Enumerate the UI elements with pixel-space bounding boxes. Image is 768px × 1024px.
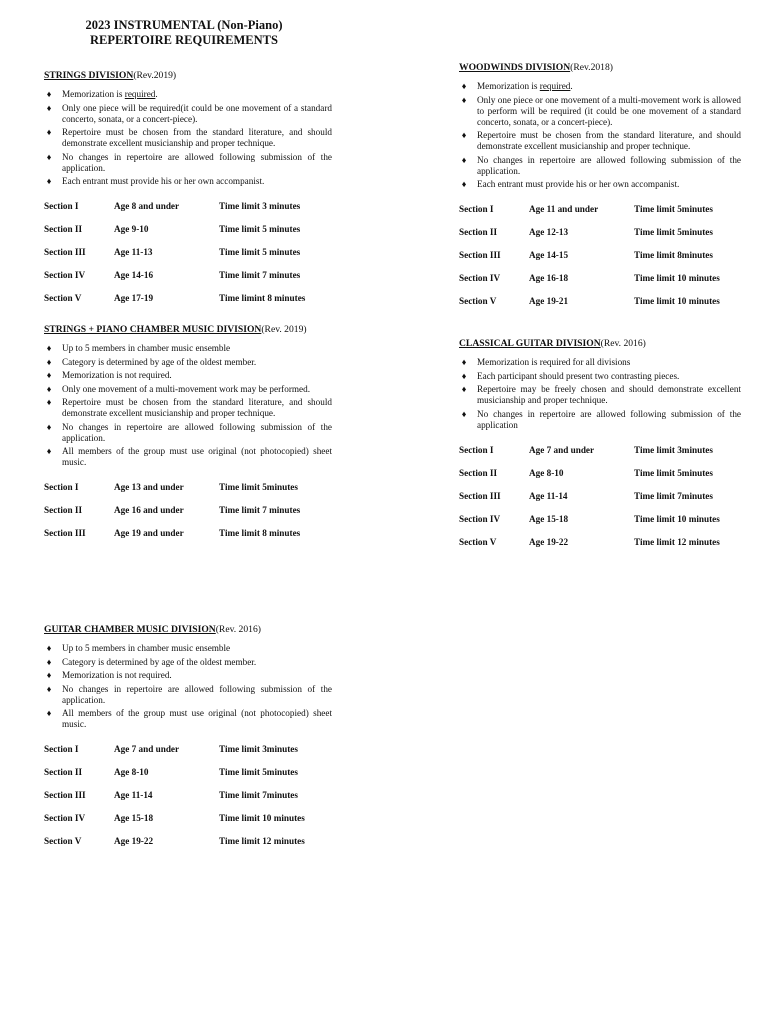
division-revision: (Rev. 2016)	[215, 624, 261, 635]
section-name: Section IV	[44, 270, 86, 280]
rule-text: Memorization is	[477, 81, 540, 91]
section-time-limit: Time limit 10 minutes	[634, 273, 720, 283]
section-name: Section I	[44, 482, 79, 492]
rule-text: Repertoire may be freely chosen and should demonstrate excellent musicianship and proper technique.	[477, 384, 741, 405]
division-heading	[459, 338, 741, 349]
rule-item	[44, 708, 332, 730]
section-row	[459, 508, 720, 531]
section-time-limit: Time limit 3minutes	[219, 744, 298, 754]
section-time-limit: Time limit 5 minutes	[219, 247, 301, 257]
section-name: Section III	[459, 490, 501, 501]
rule-item	[44, 657, 332, 668]
rule-text-underlined: required	[124, 89, 156, 99]
rule-item	[459, 155, 741, 177]
section-age: Age 11-14	[529, 490, 568, 501]
section-name: Section I	[44, 744, 79, 754]
rule-text: Memorization is not required.	[62, 670, 172, 680]
section-row	[459, 439, 720, 462]
section-time-limit: Time limit 5minutes	[219, 482, 298, 492]
section-time-limit: Time limit 5minutes	[634, 467, 713, 478]
section-row	[459, 290, 720, 313]
strings-piano-chamber-division	[44, 324, 332, 545]
section-row	[44, 499, 300, 522]
diamond-bullet-icon: ♦	[461, 130, 467, 140]
sections-table	[44, 195, 305, 310]
rule-item	[44, 103, 332, 125]
rule-text: Repertoire must be chosen from the standard literature, and should demonstrate excellent musicianship and proper technique.	[477, 130, 741, 151]
strings-division	[44, 70, 332, 310]
diamond-bullet-icon: ♦	[461, 408, 467, 419]
section-age: Age 19-22	[529, 536, 569, 547]
diamond-bullet-icon: ♦	[46, 656, 52, 667]
section-time-limit: Time limit 8minutes	[634, 250, 713, 260]
diamond-bullet-icon: ♦	[461, 370, 467, 381]
diamond-bullet-icon: ♦	[461, 179, 467, 189]
section-time-limit: Time limit 3 minutes	[219, 201, 301, 211]
page-title	[44, 18, 324, 48]
rule-text: Category is determined by age of the oldest member.	[62, 656, 257, 667]
section-time-limit: Time limit 7 minutes	[219, 270, 301, 280]
rule-item	[44, 397, 332, 419]
rule-item	[459, 179, 741, 190]
diamond-bullet-icon: ♦	[46, 446, 52, 456]
diamond-bullet-icon: ♦	[46, 383, 52, 394]
rule-text: No changes in repertoire are allowed following submission of the application.	[477, 154, 741, 176]
section-time-limit: Time limit 3minutes	[634, 444, 713, 455]
section-age: Age 14-15	[529, 250, 569, 260]
rule-item	[44, 684, 332, 706]
rule-text: Repertoire must be chosen from the standard literature, and should demonstrate excellent musicianship and proper technique.	[62, 127, 332, 148]
sections-table	[44, 476, 300, 545]
diamond-bullet-icon: ♦	[46, 151, 52, 162]
section-row	[44, 264, 305, 287]
section-name: Section II	[44, 224, 83, 234]
rules-list	[44, 89, 332, 187]
diamond-bullet-icon: ♦	[461, 81, 467, 91]
rules-list	[459, 81, 741, 190]
section-age: Age 8 and under	[114, 201, 180, 211]
section-row	[459, 198, 720, 221]
section-row	[459, 485, 720, 508]
section-time-limit: Time limint 8 minutes	[219, 293, 306, 303]
rule-text: Category is determined by age of the oldest member.	[62, 356, 257, 367]
section-age: Age 13 and under	[114, 482, 184, 492]
section-name: Section I	[44, 201, 79, 211]
section-age: Age 19-22	[114, 836, 154, 846]
section-time-limit: Time limit 5 minutes	[219, 224, 301, 234]
section-age: Age 14-16	[114, 270, 154, 280]
section-name: Section III	[44, 247, 86, 257]
division-heading	[44, 70, 332, 81]
rule-item	[44, 343, 332, 354]
section-time-limit: Time limit 12 minutes	[634, 536, 720, 547]
section-age: Age 11-14	[114, 790, 153, 800]
section-name: Section II	[459, 227, 498, 237]
section-time-limit: Time limit 7 minutes	[219, 505, 301, 515]
section-row	[459, 462, 720, 485]
rule-item	[459, 357, 741, 368]
diamond-bullet-icon: ♦	[461, 357, 467, 367]
rule-item	[459, 409, 741, 431]
diamond-bullet-icon: ♦	[46, 421, 52, 432]
rule-text-end: .	[570, 81, 573, 91]
rule-item	[459, 371, 741, 382]
rules-list	[44, 343, 332, 468]
section-row	[459, 244, 720, 267]
division-heading	[44, 324, 332, 335]
section-name: Section II	[44, 505, 83, 515]
section-name: Section V	[44, 293, 82, 303]
rule-text: Memorization is	[62, 89, 125, 99]
section-age: Age 16 and under	[114, 505, 184, 515]
section-age: Age 15-18	[114, 813, 154, 823]
section-row	[459, 221, 720, 244]
section-name: Section III	[459, 250, 501, 260]
rule-text-end: .	[155, 89, 158, 99]
rule-text: Only one piece or one movement of a multi-movement work is allowed to perform will be required (it could be one movement of a standard concerto, sonata, or a concert-piece).	[477, 94, 741, 127]
section-age: Age 11 and under	[529, 204, 599, 214]
rule-item	[44, 152, 332, 174]
rule-text: Each entrant must provide his or her own accompanist.	[477, 179, 680, 189]
section-time-limit: Time limit 5minutes	[219, 767, 298, 777]
section-name: Section IV	[459, 273, 501, 283]
section-row	[44, 287, 305, 310]
division-revision: (Rev.2018)	[570, 62, 613, 73]
section-row	[44, 241, 305, 264]
section-time-limit: Time limit 5minutes	[634, 227, 713, 237]
diamond-bullet-icon: ♦	[46, 708, 52, 718]
section-age: Age 7 and under	[529, 444, 595, 455]
division-name: CLASSICAL GUITAR DIVISION	[459, 338, 601, 349]
rule-text: All members of the group must use original (not photocopied) sheet music.	[62, 446, 332, 467]
division-name: STRINGS + PIANO CHAMBER MUSIC DIVISION	[44, 324, 262, 335]
rule-text: Up to 5 members in chamber music ensemble	[62, 343, 231, 353]
rule-item	[44, 643, 332, 654]
division-revision: (Rev. 2016)	[600, 338, 646, 349]
rule-item	[459, 384, 741, 406]
rule-text: Each participant should present two contrasting pieces.	[477, 370, 680, 381]
rule-item	[459, 81, 741, 92]
division-heading	[44, 624, 332, 635]
classical-guitar-division	[459, 338, 741, 554]
rule-item	[44, 127, 332, 149]
diamond-bullet-icon: ♦	[46, 643, 52, 653]
rule-text: No changes in repertoire are allowed following submission of the application.	[62, 421, 332, 443]
division-name: STRINGS DIVISION	[44, 70, 134, 81]
diamond-bullet-icon: ♦	[46, 683, 52, 694]
diamond-bullet-icon: ♦	[46, 127, 52, 137]
section-row	[44, 476, 300, 499]
rules-list	[44, 643, 332, 730]
guitar-chamber-division	[44, 624, 332, 853]
section-row	[44, 784, 305, 807]
section-age: Age 7 and under	[114, 744, 180, 754]
section-row	[44, 761, 305, 784]
diamond-bullet-icon: ♦	[46, 176, 52, 186]
section-row	[44, 807, 305, 830]
section-time-limit: Time limit 12 minutes	[219, 836, 305, 846]
diamond-bullet-icon: ♦	[461, 154, 467, 165]
title-line-1: 2023 INSTRUMENTAL (Non-Piano)	[85, 18, 283, 32]
section-name: Section III	[44, 528, 86, 538]
section-name: Section I	[459, 204, 494, 214]
section-name: Section IV	[44, 813, 86, 823]
diamond-bullet-icon: ♦	[46, 89, 52, 99]
section-name: Section V	[44, 836, 82, 846]
rule-text: No changes in repertoire are allowed following submission of the application	[477, 408, 741, 430]
rule-text: Memorization is not required.	[62, 370, 172, 380]
section-age: Age 19-21	[529, 296, 569, 306]
division-heading	[459, 62, 741, 73]
section-time-limit: Time limit 7minutes	[219, 790, 298, 800]
section-name: Section V	[459, 296, 497, 306]
section-age: Age 17-19	[114, 293, 154, 303]
sections-table	[459, 198, 720, 313]
rule-text: Each entrant must provide his or her own accompanist.	[62, 176, 265, 186]
rule-text: Memorization is required for all divisions	[477, 357, 631, 367]
diamond-bullet-icon: ♦	[46, 370, 52, 380]
rule-text: All members of the group must use original (not photocopied) sheet music.	[62, 708, 332, 729]
division-name: GUITAR CHAMBER MUSIC DIVISION	[44, 624, 216, 635]
rule-text: No changes in repertoire are allowed following submission of the application.	[62, 151, 332, 173]
rules-list	[459, 357, 741, 431]
section-row	[44, 522, 300, 545]
title-line-2: REPERTOIRE REQUIREMENTS	[90, 33, 278, 47]
section-row	[44, 218, 305, 241]
section-age: Age 16-18	[529, 273, 569, 283]
diamond-bullet-icon: ♦	[46, 102, 52, 113]
section-name: Section II	[459, 467, 498, 478]
sections-table	[459, 439, 720, 554]
section-age: Age 12-13	[529, 227, 569, 237]
rule-item	[44, 370, 332, 381]
rule-text: Repertoire must be chosen from the standard literature, and should demonstrate excellent musicianship and proper technique.	[62, 397, 332, 418]
section-name: Section I	[459, 444, 494, 455]
sections-table	[44, 738, 305, 853]
section-age: Age 9-10	[114, 224, 149, 234]
section-row	[44, 195, 305, 218]
section-name: Section III	[44, 790, 86, 800]
rule-item	[44, 357, 332, 368]
diamond-bullet-icon: ♦	[46, 397, 52, 407]
rule-text: Only one piece will be required(it could be one movement of a standard concerto, sonata, or a concert-piece).	[62, 102, 332, 124]
diamond-bullet-icon: ♦	[46, 343, 52, 353]
division-revision: (Rev. 2019)	[261, 324, 307, 335]
diamond-bullet-icon: ♦	[46, 670, 52, 680]
section-age: Age 15-18	[529, 513, 569, 524]
section-time-limit: Time limit 10 minutes	[634, 296, 720, 306]
rule-text: Up to 5 members in chamber music ensemble	[62, 643, 231, 653]
section-name: Section II	[44, 767, 83, 777]
section-row	[459, 531, 720, 554]
rule-item	[44, 89, 332, 100]
division-name: WOODWINDS DIVISION	[459, 62, 571, 73]
section-age: Age 8-10	[529, 467, 564, 478]
section-age: Age 8-10	[114, 767, 149, 777]
section-age: Age 11-13	[114, 247, 153, 257]
section-row	[459, 267, 720, 290]
rule-text: No changes in repertoire are allowed following submission of the application.	[62, 683, 332, 705]
diamond-bullet-icon: ♦	[461, 94, 467, 105]
section-time-limit: Time limit 7minutes	[634, 490, 713, 501]
section-name: Section IV	[459, 513, 501, 524]
rule-item	[44, 422, 332, 444]
section-time-limit: Time limit 10 minutes	[634, 513, 720, 524]
rule-item	[459, 95, 741, 128]
diamond-bullet-icon: ♦	[46, 356, 52, 367]
section-time-limit: Time limit 8 minutes	[219, 528, 301, 538]
section-time-limit: Time limit 10 minutes	[219, 813, 305, 823]
rule-item	[44, 670, 332, 681]
section-time-limit: Time limit 5minutes	[634, 204, 713, 214]
diamond-bullet-icon: ♦	[461, 384, 467, 394]
rule-item	[44, 384, 332, 395]
section-row	[44, 830, 305, 853]
rule-item	[44, 446, 332, 468]
rule-text: Only one movement of a multi-movement work may be performed.	[62, 383, 310, 394]
rule-item	[44, 176, 332, 187]
section-name: Section V	[459, 536, 497, 547]
section-row	[44, 738, 305, 761]
woodwinds-division	[459, 62, 741, 313]
rule-item	[459, 130, 741, 152]
section-age: Age 19 and under	[114, 528, 184, 538]
division-revision: (Rev.2019)	[133, 70, 177, 81]
rule-text-underlined: required	[539, 81, 571, 91]
